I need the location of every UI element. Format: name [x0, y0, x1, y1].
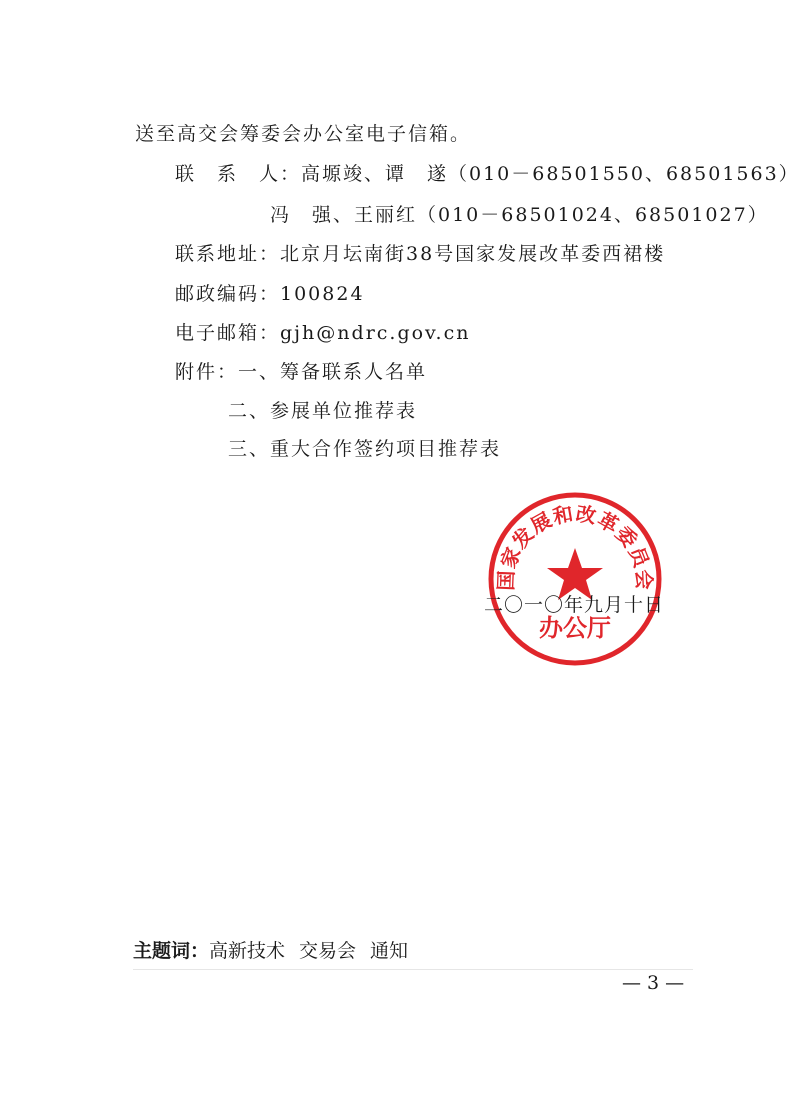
subject-label: 主题词：	[133, 940, 210, 962]
address-line: 联系地址：北京月坛南街38号国家发展改革委西裙楼	[175, 243, 666, 265]
official-seal	[486, 490, 664, 668]
seal-ring-text: 国家发展和改革委员会	[493, 501, 657, 592]
postcode-line: 邮政编码：100824	[175, 283, 365, 305]
contact-line-2: 冯 强、王丽红（010－68501024、68501027）	[270, 204, 769, 226]
footer-divider	[133, 969, 693, 970]
attachment-title-line: 附件：一、筹备联系人名单	[175, 361, 428, 383]
subject-words-line	[133, 936, 422, 963]
issue-date: 二〇一〇年九月十日	[484, 594, 665, 616]
page-number: — 3 —	[622, 972, 685, 994]
attachment-item-2: 二、参展单位推荐表	[228, 400, 418, 422]
send-to-line: 送至高交会筹委会办公室电子信箱。	[135, 123, 472, 145]
seal-center-text: 办公厅	[539, 614, 611, 642]
subject-word-2: 交易会	[299, 940, 357, 962]
subject-word-3: 通知	[370, 940, 409, 962]
attachment-item-3: 三、重大合作签约项目推荐表	[228, 438, 502, 460]
email-line: 电子邮箱：gjh@ndrc.gov.cn	[175, 322, 471, 344]
subject-word-1: 高新技术	[209, 940, 286, 962]
contact-line-1: 联 系 人：高塬竣、谭 遂（010－68501550、68501563）	[175, 163, 800, 185]
